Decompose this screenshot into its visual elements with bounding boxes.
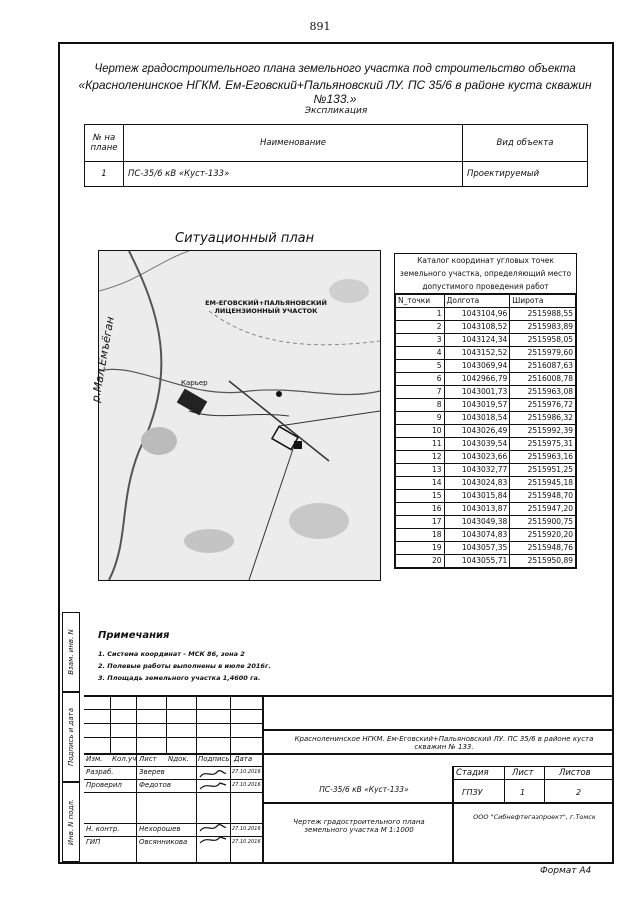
catalog-cell-longitude: 1043019,57 [444, 399, 510, 412]
catalog-cell-longitude: 1043055,71 [444, 555, 510, 568]
title-block-object: ПС-35/6 кВ «Куст-133» [319, 785, 409, 794]
catalog-cell-point: 16 [396, 503, 445, 516]
person-role: ГИП [86, 838, 101, 846]
catalog-cell-longitude: 1043152,52 [444, 347, 510, 360]
catalog-cell-longitude: 1043015,84 [444, 490, 510, 503]
catalog-header-longitude: Долгота [444, 295, 510, 308]
person-date: 27.10.2016 [232, 826, 261, 832]
map-river-label: р.Мал.Емъёган [89, 315, 117, 404]
catalog-cell-point: 11 [396, 438, 445, 451]
side-stamp [62, 612, 80, 862]
note-item: 3. Площадь земельного участка 1,4600 га. [98, 674, 261, 682]
format-label: Формат А4 [540, 866, 592, 876]
person-role: Н. контр. [86, 825, 120, 833]
situational-map [89, 250, 381, 581]
sheets-label: Листов [559, 768, 591, 778]
situational-plan-label: Ситуационный план [175, 231, 315, 246]
catalog-cell-longitude: 1043032,77 [444, 464, 510, 477]
catalog-cell-latitude: 2516087,63 [510, 360, 576, 373]
table-row [396, 412, 576, 425]
explication-cell-num: 1 [85, 162, 124, 187]
table-row [396, 464, 576, 477]
catalog-table [395, 294, 576, 568]
catalog-cell-point: 2 [396, 321, 445, 334]
map-license-area-label: ЕМ-ЕГОВСКИЙ+ПАЛЬЯНОВСКИЙ ЛИЦЕНЗИОННЫЙ УЧАСТОК [205, 299, 327, 315]
table-row [396, 529, 576, 542]
person-name: Овсянникова [139, 838, 188, 846]
catalog-cell-latitude: 2515947,20 [510, 503, 576, 516]
table-row [396, 347, 576, 360]
note-item: 2. Полевые работы выполнены в июле 2016г. [98, 662, 271, 670]
table-row [396, 503, 576, 516]
catalog-cell-latitude: 2515983,89 [510, 321, 576, 334]
table-row [396, 308, 576, 321]
table-row [396, 542, 576, 555]
catalog-cell-longitude: 1043013,87 [444, 503, 510, 516]
person-role: Разраб. [86, 768, 114, 776]
catalog-header-point: N_точки [396, 295, 445, 308]
table-row [396, 490, 576, 503]
drawing-title-line1: Чертеж градостроительного плана земельного участка под строительство объекта [94, 63, 576, 75]
catalog-cell-longitude: 1043024,83 [444, 477, 510, 490]
table-row [396, 438, 576, 451]
table-row [396, 386, 576, 399]
title-block-drawing: Чертеж градостроительного плана земельного участка М 1:1000 [293, 818, 425, 834]
explication-table [84, 124, 588, 187]
catalog-cell-latitude: 2515945,18 [510, 477, 576, 490]
table-row [396, 425, 576, 438]
catalog-cell-longitude: 1043069,94 [444, 360, 510, 373]
person-name: Нехорошев [139, 825, 181, 833]
note-item: 1. Система координат - МСК 86, зона 2 [98, 650, 245, 658]
table-row [396, 477, 576, 490]
page-number: 891 [309, 20, 331, 33]
sheets-value: 2 [576, 788, 582, 797]
person-date: 27.10.2016 [232, 782, 261, 788]
map-quarry-label: Карьер [181, 379, 208, 387]
table-row [396, 321, 576, 334]
catalog-cell-latitude: 2515963,16 [510, 451, 576, 464]
col-header-doc: Nдок. [168, 755, 189, 763]
catalog-cell-longitude: 1043104,96 [444, 308, 510, 321]
table-row [85, 162, 588, 187]
side-stamp-signature-date: Подпись и дата [67, 708, 75, 766]
title-block-project: Красноленинское НГКМ. Ем-Еговский+Пальяновский ЛУ. ПС 35/6 в районе куста скважин № 133. [294, 735, 594, 751]
catalog-cell-latitude: 2515975,31 [510, 438, 576, 451]
sheet-value: 1 [520, 788, 526, 797]
side-stamp-replaced-inventory: Взам. инв. N [67, 629, 75, 675]
catalog-cell-latitude: 2515950,89 [510, 555, 576, 568]
catalog-cell-longitude: 1043023,66 [444, 451, 510, 464]
catalog-cell-latitude: 2516008,78 [510, 373, 576, 386]
signatures [198, 767, 228, 863]
catalog-cell-point: 20 [396, 555, 445, 568]
catalog-cell-longitude: 1043001,73 [444, 386, 510, 399]
stage-value: ГПЗУ [462, 788, 483, 797]
side-stamp-inventory-original: Инв. N подл. [67, 798, 75, 846]
table-row [396, 360, 576, 373]
catalog-cell-longitude: 1043057,35 [444, 542, 510, 555]
coordinates-catalog [394, 253, 577, 569]
catalog-cell-point: 8 [396, 399, 445, 412]
catalog-cell-point: 12 [396, 451, 445, 464]
explication-header-name: Наименование [124, 125, 463, 162]
catalog-cell-latitude: 2515948,76 [510, 542, 576, 555]
notes-title: Примечания [98, 630, 170, 641]
drawing-title-line2: «Красноленинское НГКМ. Ем-Еговский+Пальяновский ЛУ. ПС 35/6 в районе куста скважин №133.» [78, 78, 592, 106]
catalog-cell-point: 3 [396, 334, 445, 347]
catalog-cell-point: 13 [396, 464, 445, 477]
explication-cell-name: ПС-35/6 кВ «Куст-133» [124, 162, 463, 187]
catalog-cell-point: 9 [396, 412, 445, 425]
catalog-cell-longitude: 1043074,83 [444, 529, 510, 542]
catalog-cell-longitude: 1043108,52 [444, 321, 510, 334]
catalog-cell-longitude: 1042966,79 [444, 373, 510, 386]
person-name: Федотов [139, 781, 171, 789]
catalog-cell-longitude: 1043039,54 [444, 438, 510, 451]
catalog-cell-latitude: 2515958,05 [510, 334, 576, 347]
catalog-cell-point: 19 [396, 542, 445, 555]
catalog-cell-latitude: 2515951,25 [510, 464, 576, 477]
stage-label: Стадия [456, 768, 489, 778]
catalog-cell-longitude: 1043049,38 [444, 516, 510, 529]
catalog-header-latitude: Широта [510, 295, 576, 308]
table-row [396, 399, 576, 412]
catalog-cell-latitude: 2515963,08 [510, 386, 576, 399]
catalog-cell-latitude: 2515986,32 [510, 412, 576, 425]
catalog-cell-point: 18 [396, 529, 445, 542]
catalog-cell-point: 7 [396, 386, 445, 399]
catalog-cell-latitude: 2515988,55 [510, 308, 576, 321]
side-stamp-cell [62, 692, 80, 782]
explication-header-type: Вид объекта [463, 125, 588, 162]
catalog-cell-latitude: 2515992,39 [510, 425, 576, 438]
catalog-cell-point: 15 [396, 490, 445, 503]
catalog-cell-longitude: 1043026,49 [444, 425, 510, 438]
catalog-cell-longitude: 1043018,54 [444, 412, 510, 425]
catalog-cell-point: 17 [396, 516, 445, 529]
catalog-cell-point: 10 [396, 425, 445, 438]
catalog-cell-point: 4 [396, 347, 445, 360]
person-date: 27.10.2016 [232, 769, 261, 775]
person-role: Проверил [86, 781, 122, 789]
col-header-date: Дата [234, 755, 253, 763]
col-header-change: Изм. [86, 755, 103, 763]
explication-label: Экспликация [304, 106, 368, 116]
sheet-label: Лист [512, 768, 534, 778]
title-block [84, 695, 614, 864]
catalog-cell-point: 5 [396, 360, 445, 373]
catalog-cell-latitude: 2515920,20 [510, 529, 576, 542]
col-header-signature: Подпись [198, 755, 230, 763]
catalog-cell-point: 14 [396, 477, 445, 490]
catalog-cell-latitude: 2515976,72 [510, 399, 576, 412]
person-date: 27.10.2016 [232, 839, 261, 845]
table-row [396, 451, 576, 464]
explication-cell-type: Проектируемый [463, 162, 588, 187]
catalog-cell-latitude: 2515948,70 [510, 490, 576, 503]
catalog-cell-point: 1 [396, 308, 445, 321]
catalog-cell-latitude: 2515900,75 [510, 516, 576, 529]
col-header-qty: Кол.уч [112, 755, 137, 763]
table-row [396, 373, 576, 386]
catalog-title: Каталог координат угловых точек земельного участка, определяющий место допустимого проведения работ [395, 254, 576, 294]
table-row [396, 334, 576, 347]
catalog-cell-latitude: 2515979,60 [510, 347, 576, 360]
person-name: Зверев [139, 768, 165, 776]
explication-header-num: № на плане [85, 125, 124, 162]
table-row [396, 516, 576, 529]
catalog-cell-point: 6 [396, 373, 445, 386]
side-stamp-cell [62, 612, 80, 692]
side-stamp-cell [62, 782, 80, 862]
col-header-sheet: Лист [139, 755, 157, 763]
catalog-cell-longitude: 1043124,34 [444, 334, 510, 347]
title-block-company: ООО "Сибнефтегазпроект", г.Томск [473, 813, 596, 821]
table-row [396, 555, 576, 568]
